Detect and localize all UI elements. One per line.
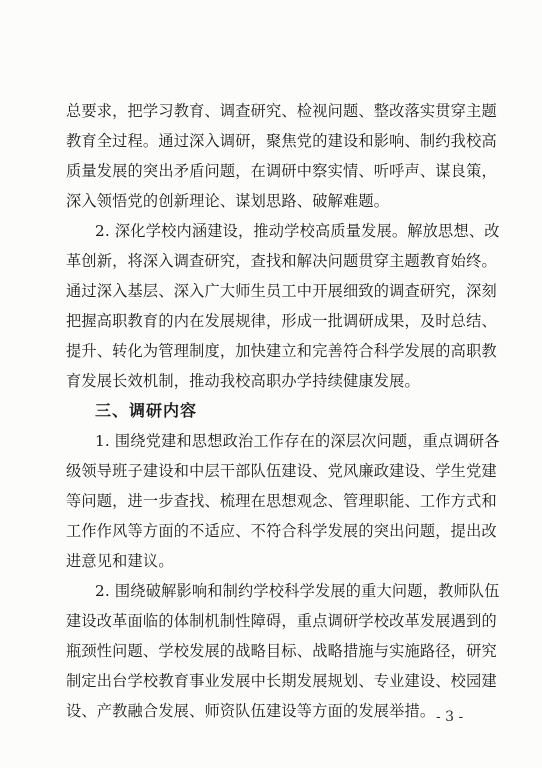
text-line: 2. 深化学校内涵建设，推动学校高质量发展。解放思想、改 (95, 222, 500, 240)
text-line: 革创新，将深入调查研究，查找和解决问题贯穿主题教育始终。 (66, 252, 497, 270)
text-line: 育发展长效机制，推动我校高职办学持续健康发展。 (66, 372, 420, 390)
text-line: 工作作风等方面的不适应、不符合科学发展的突出问题，提出改 (66, 522, 497, 540)
text-line: 瓶颈性问题、学校发展的战略目标、战略措施与实施路径，研究 (66, 642, 497, 660)
text-line: 通过深入基层、深入广大师生员工中开展细致的调查研究，深刻 (66, 282, 497, 300)
text-line: 把握高职教育的内在发展规律，形成一批调研成果，及时总结、 (66, 312, 497, 330)
text-line: 提升、转化为管理制度，加快建立和完善符合科学发展的高职教 (66, 342, 497, 360)
text-line: 深入领悟党的创新理论、谋划思路、破解难题。 (66, 192, 390, 210)
text-line: 1. 围绕党建和思想政治工作存在的深层次问题，重点调研各 (95, 432, 500, 450)
text-line: 制定出台学校教育事业发展中长期发展规划、专业建设、校园建 (66, 672, 497, 690)
text-line: 总要求，把学习教育、调查研究、检视问题、整改落实贯穿主题 (66, 102, 497, 120)
text-line: 教育全过程。通过深入调研，聚焦党的建设和影响、制约我校高 (66, 132, 497, 150)
page-number: - 3 - (436, 709, 464, 725)
text-line: 级领导班子建设和中层干部队伍建设、党风廉政建设、学生党建 (66, 462, 497, 480)
text-line: 2. 围绕破解影响和制约学校科学发展的重大问题，教师队伍 (95, 582, 500, 600)
section-heading: 三、调研内容 (95, 401, 198, 420)
text-line: 进意见和建议。 (66, 552, 174, 570)
text-line: 等问题，进一步查找、梳理在思想观念、管理职能、工作方式和 (66, 492, 497, 510)
text-line: 质量发展的突出矛盾问题，在调研中察实情、听呼声、谋良策， (66, 162, 497, 180)
text-line: 建设改革面临的体制机制性障碍，重点调研学校改革发展遇到的 (66, 612, 497, 630)
text-line: 设、产教融合发展、师资队伍建设等方面的发展举措。 (66, 702, 436, 720)
